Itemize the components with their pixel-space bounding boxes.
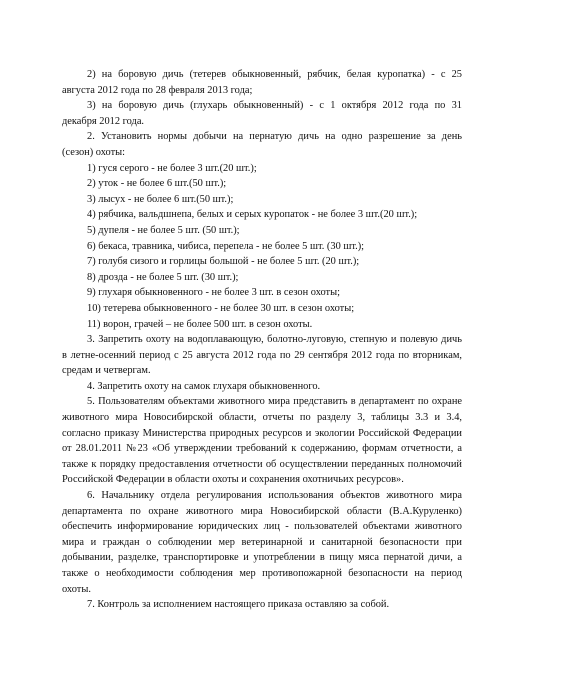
list-item: 2) уток - не более 6 шт.(50 шт.); — [87, 178, 227, 190]
list-item: 5) дупеля - не более 5 шт. (50 шт.); — [87, 224, 240, 236]
list-item: 10) тетерева обыкновенного - не более 30 шт. в сезон охоты; — [87, 302, 355, 314]
paragraph-reports: 5. Пользователям объектами животного мира представить в департамент по охране животного мира Новосибирской области, отчеты по разделу 3, таблицы 3.3 и 3.4, согласно приказу Министерства природных ресурсов и экологии Российской Федерации от 28.01.2011 №23 «Об утверждении требований к содержанию, формам отчетности, а также к порядку предоставления отчетности об осуществлении переданных полномочий Российской Федерации в области охоты и сохранения охотничьих ресурсов». — [62, 396, 462, 486]
paragraph-period-tetrev-line1: 2) на боровую дичь (тетерев обыкновенный, рябчик, белая куропатка) - с 25 — [87, 69, 462, 80]
paragraph-period-glukhar-line2: декабря 2012 года. — [62, 115, 145, 127]
paragraph-informing: 6. Начальнику отдела регулирования использования объектов животного мира департамента по охране животного мира Новосибирской области (В.А.Куруленко) обеспечить информирование юридических лиц - пользователей объектами животного мира и граждан о соблюдении мер ветеринарной и санитарной безопасности при добывании, разделке, транспортировке и употреблении в пищу мяса пернатой дичи, а также о необходимости соблюдения мер противопожарной безопасности на период охоты. — [62, 490, 462, 595]
list-item: 1) гуся серого - не более 3 шт.(20 шт.); — [87, 162, 257, 174]
document-body — [62, 67, 462, 613]
list-item: 4) рябчика, вальдшнепа, белых и серых куропаток - не более 3 шт.(20 шт.); — [87, 209, 418, 221]
list-item: 8) дрозда - не более 5 шт. (30 шт.); — [87, 271, 239, 283]
paragraph-period-glukhar-line1: 3) на боровую дичь (глухарь обыкновенный) - с 1 октября 2012 года по 31 — [87, 100, 462, 112]
list-item: 7) голубя сизого и горлицы большой - не более 5 шт. (20 шт.); — [87, 256, 360, 268]
paragraph-capercaillie-ban: 4. Запретить охоту на самок глухаря обыкновенного. — [87, 380, 321, 392]
list-item: 3) лысух - не более 6 шт.(50 шт.); — [87, 193, 234, 205]
paragraph-norms-heading-line2: (сезон) охоты: — [62, 146, 125, 158]
paragraph-control: 7. Контроль за исполнением настоящего приказа оставляю за собой. — [87, 599, 390, 611]
paragraph-norms-heading-line1: 2. Установить нормы добычи на пернатую дичь на одно разрешение за день — [87, 131, 462, 143]
list-item: 9) глухаря обыкновенного - не более 3 шт. в сезон охоты; — [87, 287, 340, 299]
paragraph-hunting-ban: 3. Запретить охоту на водоплавающую, болотно-луговую, степную и полевую дичь в летне-осенний период с 25 августа 2012 года по 29 сентября 2012 года по вторникам, средам и четвергам. — [62, 334, 462, 377]
list-item: 11) ворон, грачей – не более 500 шт. в сезон охоты. — [87, 318, 313, 330]
list-item: 6) бекаса, травника, чибиса, перепела - не более 5 шт. (30 шт.); — [87, 240, 365, 252]
paragraph-period-tetrev-line2: августа 2012 года по 28 февраля 2013 года; — [62, 84, 253, 96]
